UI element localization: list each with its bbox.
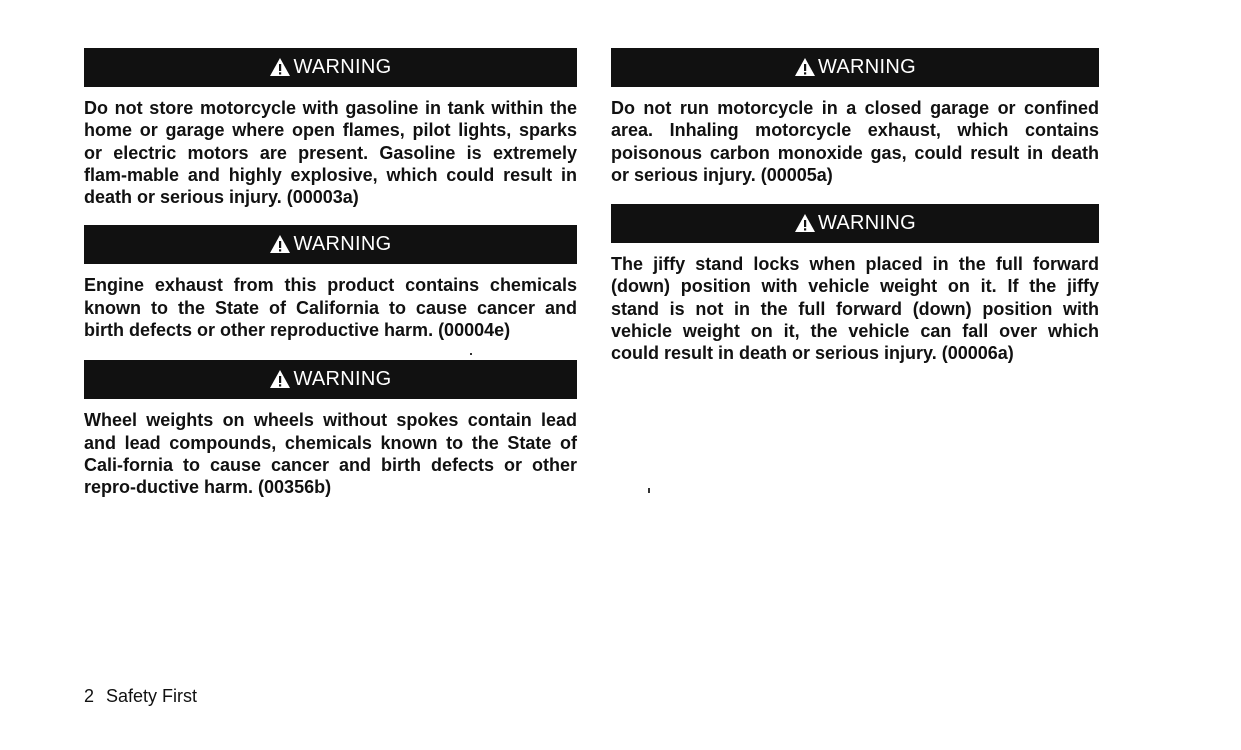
warning-triangle-icon (794, 57, 816, 77)
warning-triangle-icon (269, 234, 291, 254)
warning-label: WARNING (293, 56, 392, 78)
warning-label: WARNING (817, 56, 917, 78)
warning-label: WARNING (293, 233, 392, 256)
warning-triangle-icon (269, 57, 291, 77)
warning-block (611, 204, 1099, 364)
warning-block (611, 48, 1099, 186)
left-column (84, 48, 577, 499)
warning-header (84, 225, 577, 264)
warning-header (84, 48, 577, 87)
warning-triangle-icon (794, 213, 816, 233)
warning-text: Engine exhaust from this product contains chemicals known to the State of California to cause cancer and birth defects or other reproductive harm. (00004e) (84, 275, 577, 341)
warning-label: WARNING (817, 212, 917, 235)
warning-triangle-icon (269, 369, 291, 389)
warning-block (84, 360, 577, 498)
page-footer (84, 686, 197, 707)
warning-text: Do not store motorcycle with gasoline in tank within the home or garage where open flames, pilot lights, sparks or electric motors are present. Gasoline is extremely flam-mable and highly explosive, which could result in death or serious injury. (00003a) (84, 98, 577, 208)
warning-block (84, 225, 577, 341)
warning-text: The jiffy stand locks when placed in the full forward (down) position with vehicle weight on it. If the jiffy stand is not in the full forward (down) position with vehicle weight on it, the vehicle can fall over which could result in death or serious injury. (00006a) (611, 254, 1099, 364)
section-title: Safety First (106, 686, 198, 706)
warning-text: Wheel weights on wheels without spokes contain lead and lead compounds, chemicals known to the State of Cali-fornia to cause cancer and birth defects or other repro-ductive harm. (00356b) (84, 410, 577, 498)
warning-label: WARNING (293, 368, 392, 391)
warning-header (611, 48, 1099, 87)
warning-block (84, 48, 577, 208)
scan-speck (470, 353, 472, 355)
page-number: 2 (84, 686, 95, 706)
right-column (611, 48, 1099, 365)
warning-header (84, 360, 577, 399)
warning-header (611, 204, 1099, 243)
scan-speck (648, 488, 650, 493)
warning-text: Do not run motorcycle in a closed garage or confined area. Inhaling motorcycle exhaust, which contains poisonous carbon monoxide gas, could result in death or serious injury. (00005a) (611, 98, 1099, 185)
